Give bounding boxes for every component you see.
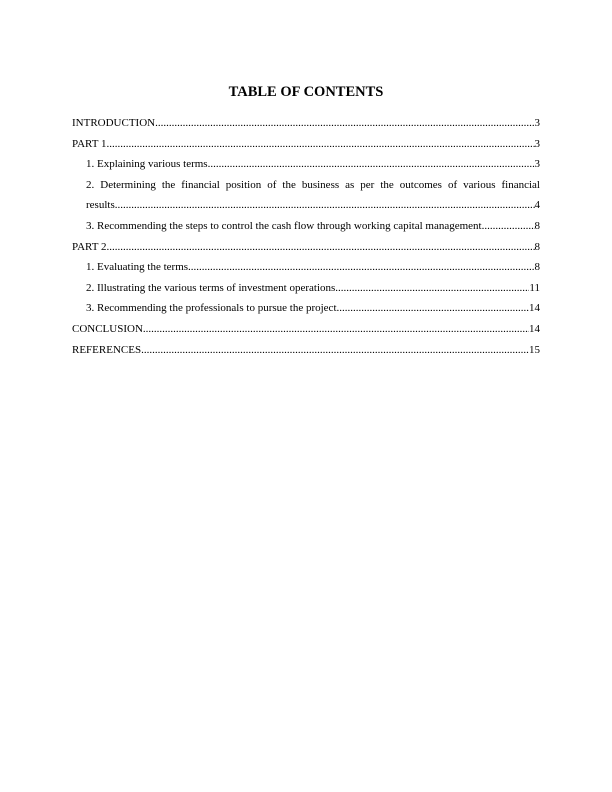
toc-page-number: 15 bbox=[529, 343, 540, 356]
toc-entry-cash-flow[interactable] bbox=[72, 216, 540, 237]
toc-entry-financial-position[interactable] bbox=[72, 175, 540, 216]
toc-leader-dots bbox=[107, 237, 535, 258]
toc-entry-investment-operations[interactable] bbox=[72, 278, 540, 299]
toc-entry-label: 3. Recommending the professionals to pursue the project bbox=[86, 302, 337, 315]
toc-page-number: 14 bbox=[529, 302, 540, 315]
toc-entry-label: PART 1 bbox=[72, 137, 107, 150]
toc-page-number: 3 bbox=[534, 137, 540, 150]
page-title: TABLE OF CONTENTS bbox=[228, 84, 384, 100]
toc-leader-dots bbox=[115, 195, 535, 216]
toc-leader-dots bbox=[188, 257, 534, 278]
toc-page-number: 8 bbox=[534, 240, 540, 253]
toc-leader-dots bbox=[107, 134, 535, 155]
toc-entry-label: 2. Illustrating the various terms of investment operations bbox=[86, 281, 336, 294]
toc-entry-label: 1. Explaining various terms bbox=[86, 158, 208, 171]
toc-entry-conclusion[interactable] bbox=[72, 319, 540, 340]
toc-entry-references[interactable] bbox=[72, 340, 540, 361]
toc-page-number: 8 bbox=[534, 219, 540, 232]
toc-entry-continuation bbox=[86, 195, 540, 216]
toc-leader-dots bbox=[155, 113, 534, 134]
toc-page-number: 4 bbox=[534, 199, 540, 212]
toc-entry-label: CONCLUSION bbox=[72, 322, 143, 335]
toc-entry-evaluating-terms[interactable] bbox=[72, 257, 540, 278]
toc-page-number: 8 bbox=[534, 261, 540, 274]
toc-entry-part-1[interactable] bbox=[72, 134, 540, 155]
toc-page-number: 14 bbox=[529, 322, 540, 335]
toc-entry-professionals[interactable] bbox=[72, 298, 540, 319]
toc-entry-label: 1. Evaluating the terms bbox=[86, 261, 189, 274]
toc-entry-part-2[interactable] bbox=[72, 237, 540, 258]
toc-entry-label: 2. Determining the financial position of the business as per the outcomes of various financial bbox=[86, 178, 540, 191]
toc-entry-introduction[interactable] bbox=[72, 113, 540, 134]
toc-page-number: 3 bbox=[534, 117, 540, 129]
toc-entry-explaining-terms[interactable] bbox=[72, 154, 540, 175]
toc-entry-label-continued: results bbox=[86, 199, 115, 212]
toc-entry-label: REFERENCES bbox=[72, 343, 142, 356]
toc-page-number: 11 bbox=[529, 281, 540, 294]
toc-leader-dots bbox=[208, 154, 535, 175]
toc-leader-dots bbox=[141, 340, 529, 361]
toc-leader-dots bbox=[337, 298, 530, 319]
toc-entry-label: 3. Recommending the steps to control the cash flow through working capital management bbox=[86, 219, 482, 232]
toc-page-number: 3 bbox=[534, 158, 540, 171]
toc-leader-dots bbox=[143, 319, 529, 340]
toc-leader-dots bbox=[335, 278, 529, 299]
toc-leader-dots bbox=[482, 216, 535, 237]
toc-entry-label: PART 2 bbox=[72, 240, 107, 253]
toc-list bbox=[72, 113, 540, 360]
toc-entry-label: INTRODUCTION bbox=[72, 117, 156, 129]
